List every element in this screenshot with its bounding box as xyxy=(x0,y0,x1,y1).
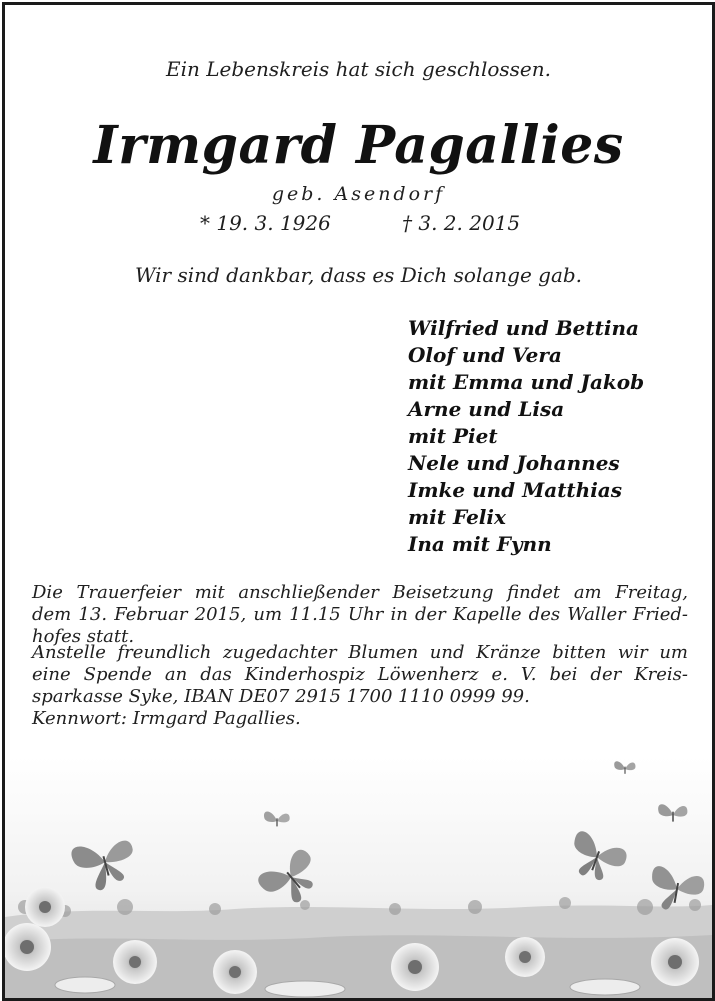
daisy-icon xyxy=(505,937,545,977)
donation-line: sparkasse Syke, IBAN DE07 2915 1700 1110 0999 99. xyxy=(32,686,530,707)
daisy-icon xyxy=(25,887,65,927)
family-list xyxy=(408,315,644,558)
service-line: dem 13. Februar 2015, um 11.15 Uhr in der Kapelle des Waller Fried- xyxy=(32,604,688,625)
birth-name: geb. Asendorf xyxy=(271,183,446,205)
daisy-icon xyxy=(113,940,157,984)
meadow-butterflies-image xyxy=(5,757,712,998)
donation-line: Anstelle freundlich zugedachter Blumen und Kränze bitten wir um xyxy=(32,642,688,663)
service-paragraph xyxy=(32,582,688,648)
family-line: Imke und Matthias xyxy=(408,478,623,502)
motto: Ein Lebenskreis hat sich geschlossen. xyxy=(166,57,551,81)
gratitude-line: Wir sind dankbar, dass es Dich solange gab. xyxy=(134,263,583,287)
obituary-notice xyxy=(2,2,715,1001)
family-line: Wilfried und Bettina xyxy=(408,316,639,340)
daisy-icon xyxy=(213,950,257,994)
family-line: mit Emma und Jakob xyxy=(408,370,645,394)
donation-paragraph xyxy=(32,642,688,730)
family-line: mit Piet xyxy=(408,424,498,448)
family-line: Nele und Johannes xyxy=(408,451,620,475)
family-line: Ina mit Fynn xyxy=(408,532,552,556)
service-line: hofes statt. xyxy=(32,626,135,647)
death-date: † 3. 2. 2015 xyxy=(402,211,521,235)
family-line: Arne und Lisa xyxy=(408,397,565,421)
deceased-name: Irmgard Pagallies xyxy=(93,115,624,176)
daisy-icon xyxy=(391,943,439,991)
daisy-icon xyxy=(5,923,51,971)
birth-date: * 19. 3. 1926 xyxy=(200,211,331,235)
service-line: Die Trauerfeier mit anschließender Beisetzung findet am Freitag, xyxy=(32,582,688,603)
donation-line: Kennwort: Irmgard Pagallies. xyxy=(32,708,301,729)
family-line: Olof und Vera xyxy=(408,343,562,367)
daisy-icon xyxy=(651,938,699,986)
family-line: mit Felix xyxy=(408,505,506,529)
donation-line: eine Spende an das Kinderhospiz Löwenherz e. V. bei der Kreis- xyxy=(32,664,688,685)
